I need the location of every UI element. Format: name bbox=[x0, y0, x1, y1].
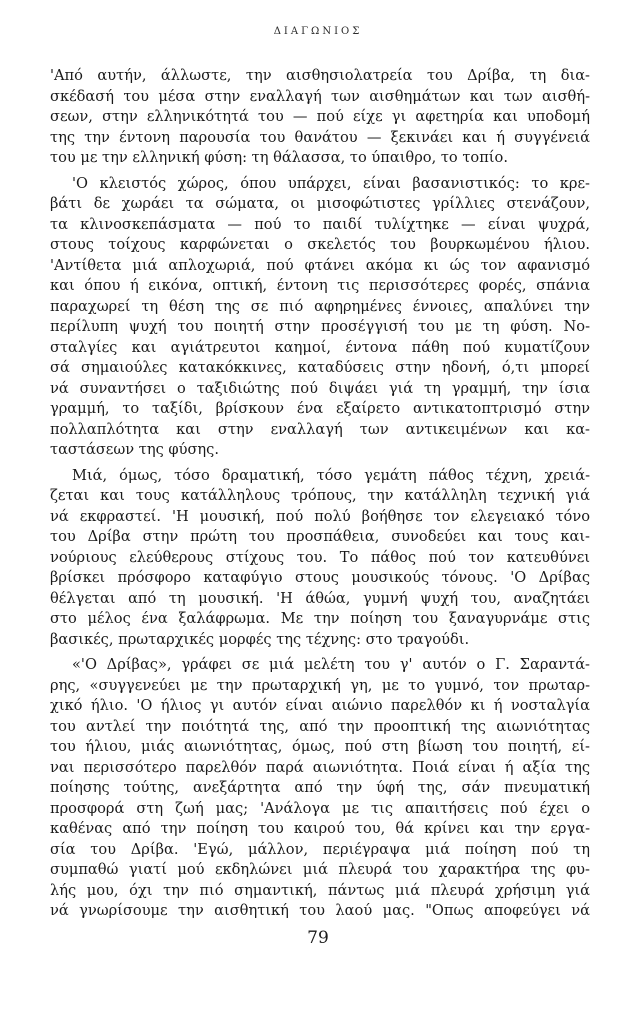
text-line: προσφορά στη ζωή μας; 'Ανάλογα με τις απαιτήσεις πού έχει ο bbox=[50, 799, 590, 817]
text-line: σά σημαιούλες κατακόκκινες, καταδύσεις στην ηδονή, ό,τι μπορεί bbox=[50, 359, 590, 376]
text-line: του με την ελληνική φύση: τη θάλασσα, το ύπαιθρο, το τοπίο. bbox=[50, 149, 508, 166]
paragraph bbox=[50, 66, 590, 169]
text-line: στους τοίχους καρφώνεται ο σκελετός του βουρκωμένου ήλιου. bbox=[50, 236, 590, 253]
text-line: 'Ο κλειστός χώρος, όπου υπάρχει, είναι βασανιστικός: το κρε- bbox=[72, 174, 590, 192]
text-line: σία του Δρίβα. 'Εγώ, μάλλον, περιέγραψα μιά ποίηση πού τη bbox=[50, 840, 590, 858]
text-line: βασικές, πρωταρχικές μορφές της τέχνης: στο τραγούδι. bbox=[50, 630, 470, 648]
text-line: ναι περισσότερο παρελθόν παρά αιωνιότητα. Ποιά είναι ή αξία της bbox=[50, 758, 590, 776]
text-line: Μιά, όμως, τόσο δραματική, τόσο γεμάτη πάθος τέχνη, χρειά- bbox=[72, 466, 590, 484]
text-line: τα κλινοσκεπάσματα — πού το παιδί τυλίχτηκε — είναι ψυχρά, bbox=[50, 215, 590, 233]
text-line: γραμμή, το ταξίδι, βρίσκουν ένα εξαίρετο αντικατοπτρισμό στην bbox=[50, 400, 590, 417]
text-line: σκέδασή του μέσα στην εναλλαγή των αισθημάτων και των αισθή- bbox=[50, 87, 590, 105]
text-line: ζεται και τους κατάλληλους τρόπους, την κατάλληλη τεχνική γιά bbox=[50, 487, 590, 504]
text-line: νά εκφραστεί. 'Η μουσική, πού πολύ βοήθησε τον ελεγειακό τόνο bbox=[50, 507, 590, 525]
text-line: νά συναντήσει ο ταξιδιώτης πού διψάει γιά τη γραμμή, την ίσια bbox=[50, 379, 590, 397]
page-number: 79 bbox=[307, 928, 329, 948]
text-line: του ήλιου, μιάς αιωνιότητας, όμως, πού στη βίωση του ποιητή, εί- bbox=[50, 738, 590, 755]
paragraph bbox=[50, 655, 590, 922]
text-line: ταστάσεων της φύσης. bbox=[50, 441, 219, 458]
text-line: 'Από αυτήν, άλλωστε, την αισθησιολατρεία του Δρίβα, τη δια- bbox=[50, 67, 590, 84]
text-line: του Δρίβα στην πρώτη του προσπάθεια, συνοδεύει και τους και- bbox=[50, 528, 590, 545]
text-line: 'Αντίθετα μιά απλοχωριά, πού φτάνει ακόμα κι ώς τον αφανισμό bbox=[50, 256, 590, 274]
body-text bbox=[50, 66, 590, 922]
text-line: χικό ήλιο. 'Ο ήλιος γι αυτόν είναι αιώνιο παρελθόν κι ή νοσταλγία bbox=[50, 697, 590, 714]
text-line: «'Ο Δρίβας», γράφει σε μιά μελέτη του γ' αυτόν ο Γ. Σαραντά- bbox=[72, 656, 590, 673]
text-line: ποίησης τούτης, ανεξάρτητα από την ύφή της, σάν πνευματική bbox=[50, 779, 590, 796]
text-line: συμπαθώ γιατί μού εκδηλώνει μιά πλευρά του χαρακτήρα της φυ- bbox=[50, 861, 590, 878]
text-line: σεων, στην ελληνικότητά του — πού είχε γι αφετηρία και υποδομή bbox=[50, 108, 590, 125]
text-line: καθένας από την ποίηση του καιρού του, θά κρίνει και την εργα- bbox=[50, 820, 590, 837]
text-line: νούριους ελεύθερους στίχους του. Το πάθος πού τον κατευθύνει bbox=[50, 548, 590, 566]
text-line: σταλγίες και αγιάτρευτοι καημοί, έντονα πάθη πού κυματίζουν bbox=[50, 338, 590, 356]
text-line: λής μου, όχι την πιό σημαντική, πάντως μιά πλευρά χρήσιμη γιά bbox=[50, 881, 590, 899]
text-line: πολλαπλότητα και στην εναλλαγή των αντικειμένων και κα- bbox=[50, 420, 590, 438]
text-line: και όπου ή εικόνα, οπτική, έντονη τις περισσότερες φορές, σπάνια bbox=[50, 277, 590, 294]
paragraph bbox=[50, 466, 590, 651]
text-line: παραχωρεί τη θέση της σε πιό αφηρημένες έννοιες, απαλύνει την bbox=[50, 297, 590, 315]
text-line: περίλυπη ψυχή του ποιητή στην προσέγγισή του με τη φύση. Νο- bbox=[50, 318, 590, 335]
running-head: ΔΙΑΓΩΝΙΟΣ bbox=[273, 26, 363, 37]
text-line: βάτι δε χωράει τα σώματα, οι μισοφώτιστες γρίλλιες στενάζουν, bbox=[50, 195, 590, 212]
text-line: ρης, «συγγενεύει με την πρωταρχική γη, με το γυμνό, τον πρωταρ- bbox=[50, 676, 590, 694]
text-line: στο μέλος ένα ξαλάφρωμα. Με την ποίηση του ξαναγυρνάμε στις bbox=[50, 610, 590, 627]
text-line: νά γνωρίσουμε την αισθητική του λαού μας. "Οπως αποφεύγει νά bbox=[50, 902, 590, 919]
text-line: της την έντονη παρουσία του θανάτου — ξεκινάει και ή συγγένειά bbox=[50, 128, 590, 146]
paragraph bbox=[50, 174, 590, 461]
text-line: θέλγεται από τη μουσική. 'Η άθώα, γυμνή ψυχή του, αναζητάει bbox=[50, 589, 590, 607]
text-line: βρίσκει πρόσφορο καταφύγιο στους μουσικούς τόνους. 'Ο Δρίβας bbox=[50, 569, 590, 586]
text-line: του αντλεί την ποιότητά της, από την προοπτική της αιωνιότητας bbox=[50, 717, 590, 735]
